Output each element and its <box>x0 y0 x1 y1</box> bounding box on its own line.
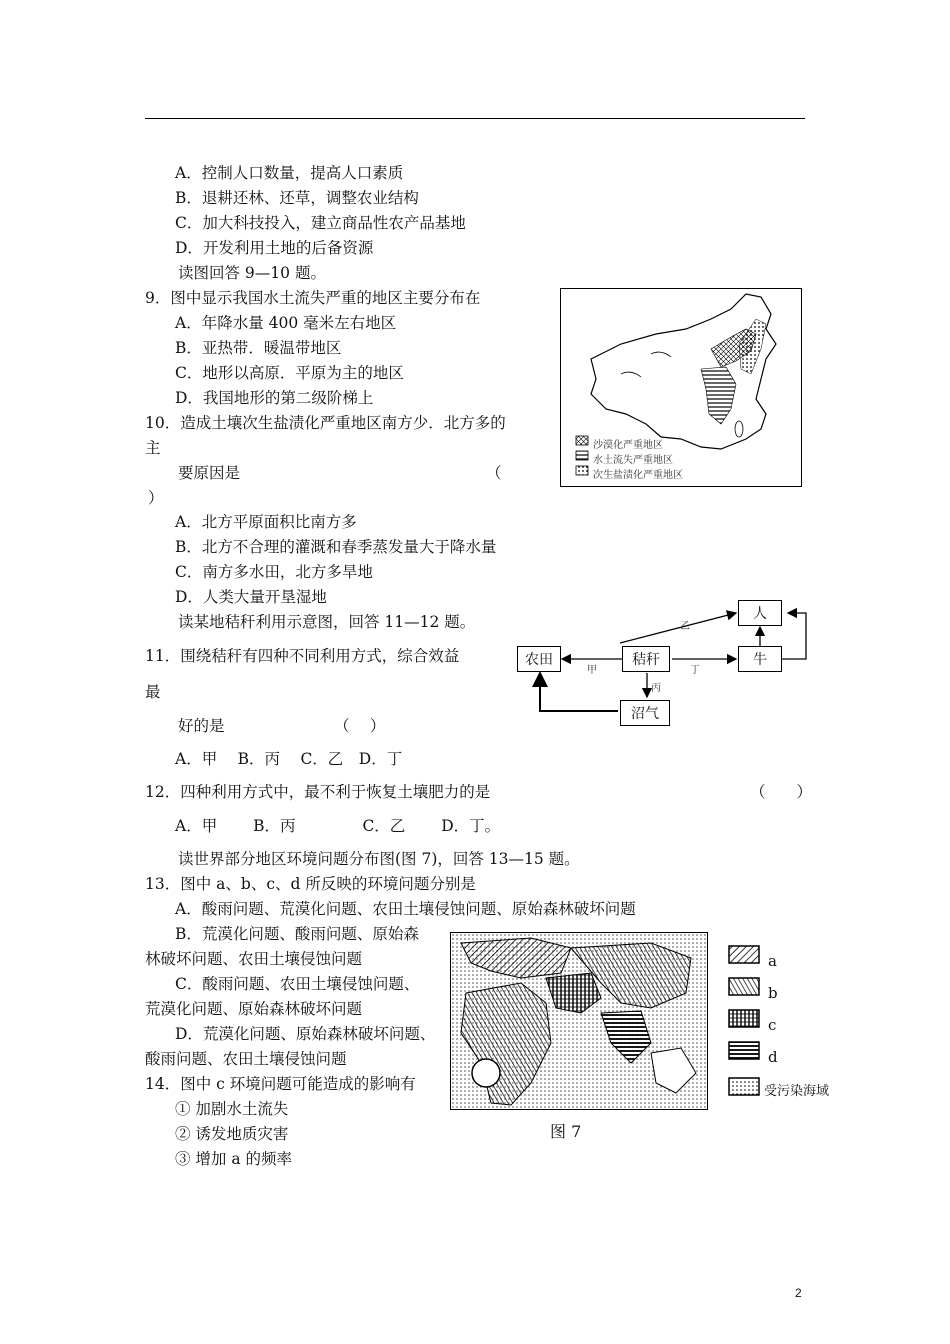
node-people: 人 <box>738 600 782 626</box>
q10-stem-2: 主 <box>145 439 161 457</box>
world-legend-polluted-sea: 受污染海域 <box>764 1084 830 1099</box>
world-legend-d: d <box>768 1048 778 1066</box>
q8-option-a: A．控制人口数量，提高人口素质 <box>175 164 404 182</box>
q13-option-d-1: D．荒漠化问题、原始森林破坏问题、 <box>175 1025 436 1043</box>
q11-stem-3: 好的是 <box>178 717 225 735</box>
q10-option-a: A．北方平原面积比南方多 <box>175 513 357 531</box>
q9-option-d: D．我国地形的第二级阶梯上 <box>175 389 374 407</box>
figure-7-caption: 图 7 <box>550 1122 582 1141</box>
header-rule <box>145 118 805 119</box>
edge-label-ding: 丁 <box>690 665 700 676</box>
q9-option-c: C．地形以高原．平原为主的地区 <box>175 364 404 382</box>
q8-option-b: B．退耕还林、还草，调整农业结构 <box>175 189 419 207</box>
q11-stem-1: 11．围绕秸秆有四种不同利用方式，综合效益 <box>145 647 460 665</box>
q12-stem: 12．四种利用方式中，最不利于恢复土壤肥力的是 <box>145 783 491 801</box>
world-legend-c: c <box>768 1016 777 1034</box>
q12-paren: （ ） <box>750 783 813 801</box>
world-legend-b: b <box>768 984 778 1002</box>
world-map-figure <box>450 932 708 1110</box>
q10-paren-close: ） <box>148 489 164 507</box>
intro-9-10: 读图回答 9—10 题。 <box>178 264 326 282</box>
china-legend-salinization: 次生盐渍化严重地区 <box>593 470 683 481</box>
node-cattle: 牛 <box>738 646 782 672</box>
q13-stem: 13．图中 a、b、c、d 所反映的环境问题分别是 <box>145 875 476 893</box>
q9-stem: 9．图中显示我国水土流失严重的地区主要分布在 <box>145 289 481 307</box>
node-straw: 秸秆 <box>622 646 670 672</box>
q8-option-c: C．加大科技投入，建立商品性农产品基地 <box>175 214 466 232</box>
q11-paren: （ ） <box>334 717 386 735</box>
q9-option-b: B．亚热带．暖温带地区 <box>175 339 342 357</box>
node-biogas: 沼气 <box>620 700 670 726</box>
q14-item-1: ① 加剧水土流失 <box>175 1100 289 1118</box>
q14-item-2: ② 诱发地质灾害 <box>175 1125 289 1143</box>
q13-option-c-1: C．酸雨问题、农田土壤侵蚀问题、 <box>175 975 420 993</box>
q14-stem: 14．图中 c 环境问题可能造成的影响有 <box>145 1075 416 1093</box>
q13-option-a: A．酸雨问题、荒漠化问题、农田土壤侵蚀问题、原始森林破坏问题 <box>175 900 636 918</box>
q13-option-b-1: B．荒漠化问题、酸雨问题、原始森 <box>175 925 419 943</box>
intro-11-12: 读某地秸秆利用示意图，回答 11—12 题。 <box>178 613 476 631</box>
edge-label-yi: 乙 <box>680 621 690 632</box>
intro-13-15: 读世界部分地区环境问题分布图(图 7)，回答 13—15 题。 <box>178 850 580 868</box>
salinization-area <box>739 319 766 374</box>
china-legend-desert: 沙漠化严重地区 <box>593 440 663 451</box>
q13-option-c-2: 荒漠化问题、原始森林破坏问题 <box>145 1000 363 1018</box>
q12-options: A．甲 B．丙 C．乙 D．丁。 <box>175 817 501 835</box>
q11-options: A．甲 B．丙 C．乙 D．丁 <box>175 750 403 768</box>
node-field: 农田 <box>517 646 561 672</box>
q11-stem-2: 最 <box>145 683 161 701</box>
q14-item-3: ③ 增加 a 的频率 <box>175 1150 293 1168</box>
china-legend-erosion: 水土流失严重地区 <box>593 455 673 466</box>
page-number: 2 <box>795 1286 802 1300</box>
q10-stem-3: 要原因是 <box>178 464 241 482</box>
q8-option-d: D．开发利用土地的后备资源 <box>175 239 374 257</box>
china-map-figure <box>560 288 802 487</box>
q13-option-d-2: 酸雨问题、农田土壤侵蚀问题 <box>145 1050 347 1068</box>
edge-label-bing: 丙 <box>651 683 661 694</box>
q10-stem-1: 10．造成土壤次生盐渍化严重地区南方少．北方多的 <box>145 414 506 432</box>
world-map <box>451 933 707 1109</box>
q10-option-c: C．南方多水田，北方多旱地 <box>175 563 373 581</box>
q9-option-a: A．年降水量 400 毫米左右地区 <box>175 314 397 332</box>
edge-label-jia: 甲 <box>587 665 597 676</box>
world-legend-a: a <box>768 952 777 970</box>
q10-option-b: B．北方不合理的灌溉和春季蒸发量大于降水量 <box>175 538 497 556</box>
world-legend-swatches <box>727 944 762 1104</box>
q10-paren-open: （ <box>486 464 502 482</box>
q13-option-b-2: 林破坏问题、农田土壤侵蚀问题 <box>145 950 363 968</box>
soil-erosion-area <box>701 367 736 424</box>
q10-option-d: D．人类大量开垦湿地 <box>175 588 327 606</box>
